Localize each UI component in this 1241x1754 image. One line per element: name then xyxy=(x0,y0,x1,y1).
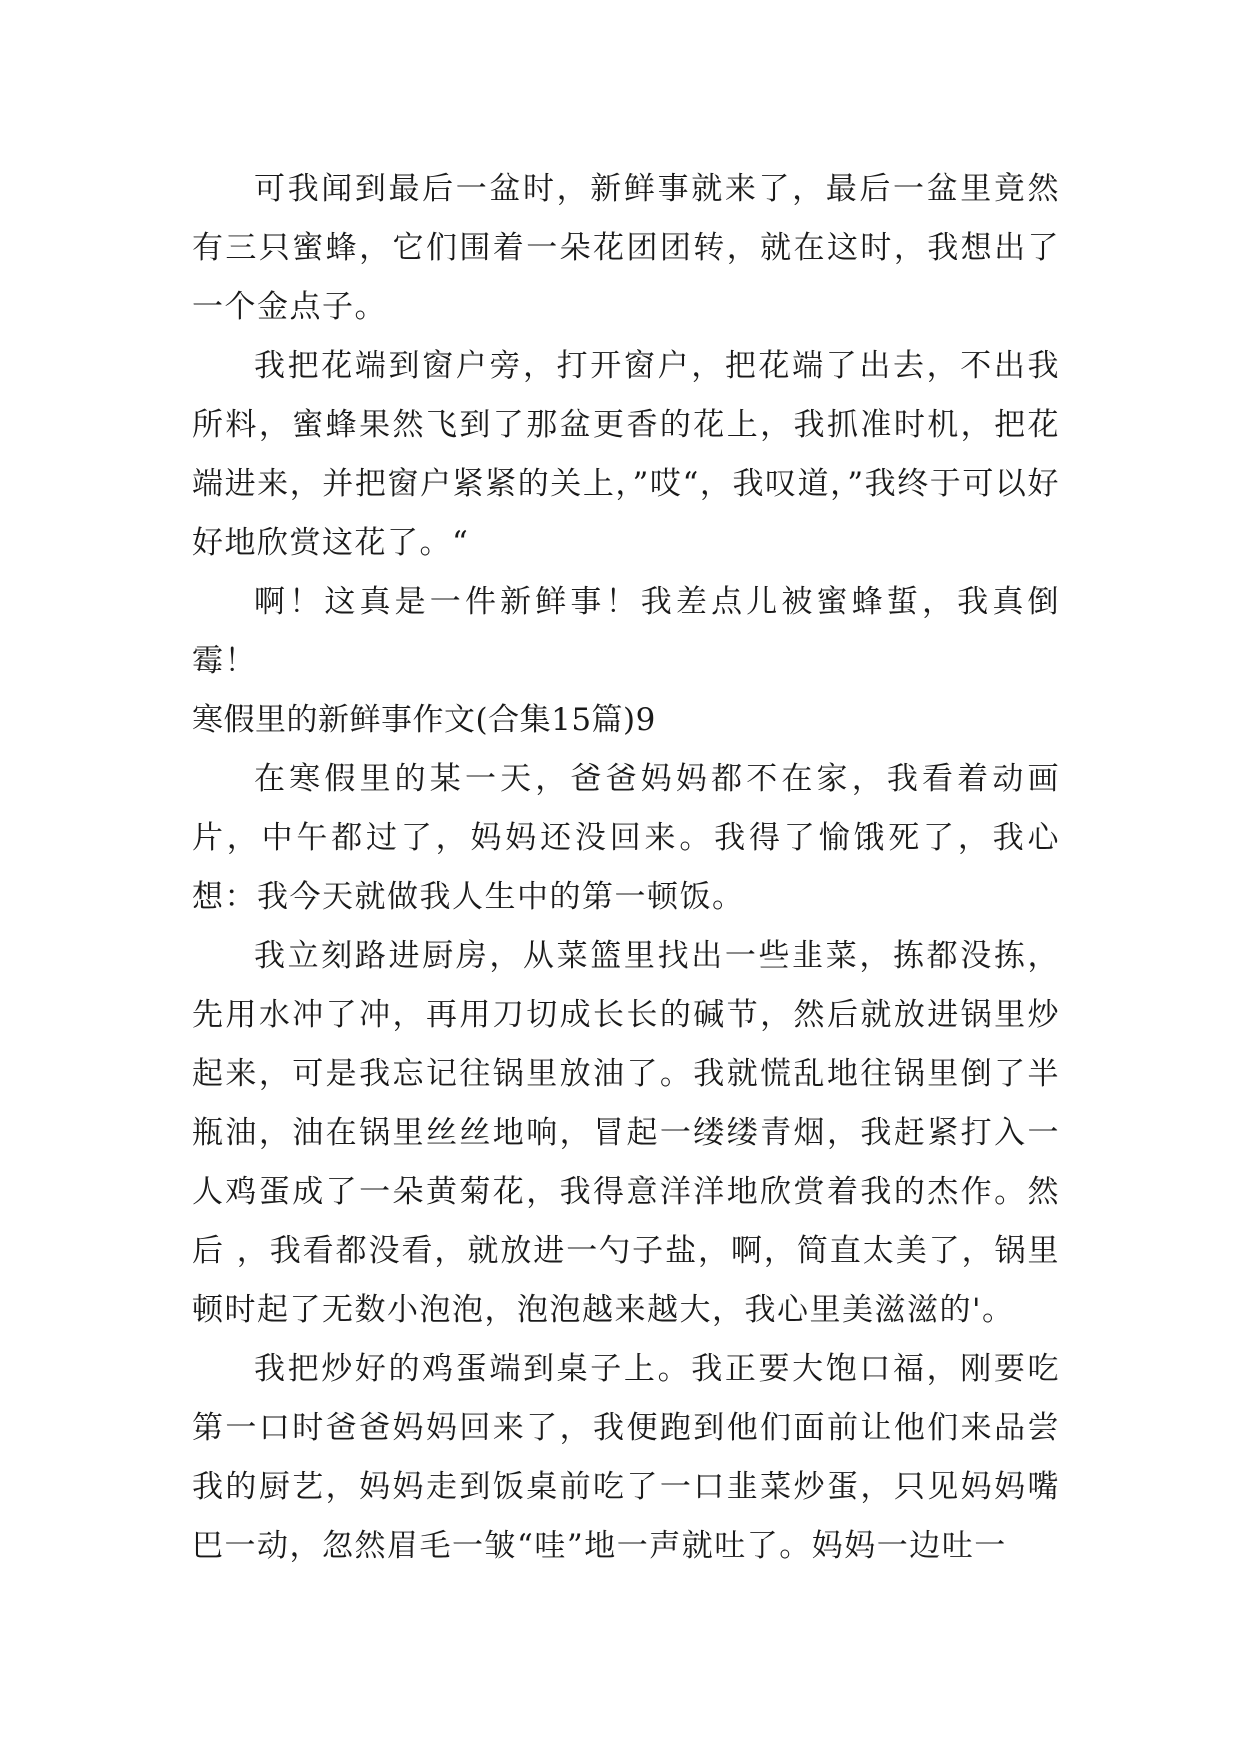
paragraph: 我立刻路进厨房，从菜篮里找出一些韭菜，拣都没拣，先用水冲了冲，再用刀切成长长的碱节，然后就放进锅里炒起来，可是我忘记往锅里放油了。我就慌乱地往锅里倒了半瓶油，油在锅里丝丝地响，冒起一缕缕青烟，我赶紧打入一人鸡蛋成了一朵黄菊花，我得意洋洋地欣赏着我的杰作。然后 ，我看都没看，就放进一勺子盐，啊，简直太美了，锅里顿时起了无数小泡泡，泡泡越来越大，我心里美滋滋的'。 xyxy=(192,938,1060,1328)
section-title: 寒假里的新鲜事作文(合集15篇)9 xyxy=(192,702,656,738)
paragraph: 我把炒好的鸡蛋端到桌子上。我正要大饱口福，刚要吃第一口时爸爸妈妈回来了，我便跑到他们面前让他们来品尝我的厨艺，妈妈走到饭桌前吃了一口韭菜炒蛋，只见妈妈嘴巴一动，忽然眉毛一皱“哇”地一声就吐了。妈妈一边吐一 xyxy=(192,1351,1060,1564)
document-body xyxy=(192,160,1060,1576)
paragraph: 可我闻到最后一盆时，新鲜事就来了，最后一盆里竟然有三只蜜蜂，它们围着一朵花团团转，就在这时，我想出了一个金点子。 xyxy=(192,171,1060,325)
paragraph: 在寒假里的某一天，爸爸妈妈都不在家，我看着动画片，中午都过了，妈妈还没回来。我得了愉饿死了，我心想：我今天就做我人生中的第一顿饭。 xyxy=(192,761,1060,915)
paragraph: 啊！这真是一件新鲜事！我差点儿被蜜蜂蜇，我真倒霉！ xyxy=(192,584,1060,679)
paragraph: 我把花端到窗户旁，打开窗户，把花端了出去，不出我所料，蜜蜂果然飞到了那盆更香的花上，我抓准时机，把花端进来，并把窗户紧紧的关上，”哎“，我叹道，”我终于可以好好地欣赏这花了。“ xyxy=(192,348,1060,561)
